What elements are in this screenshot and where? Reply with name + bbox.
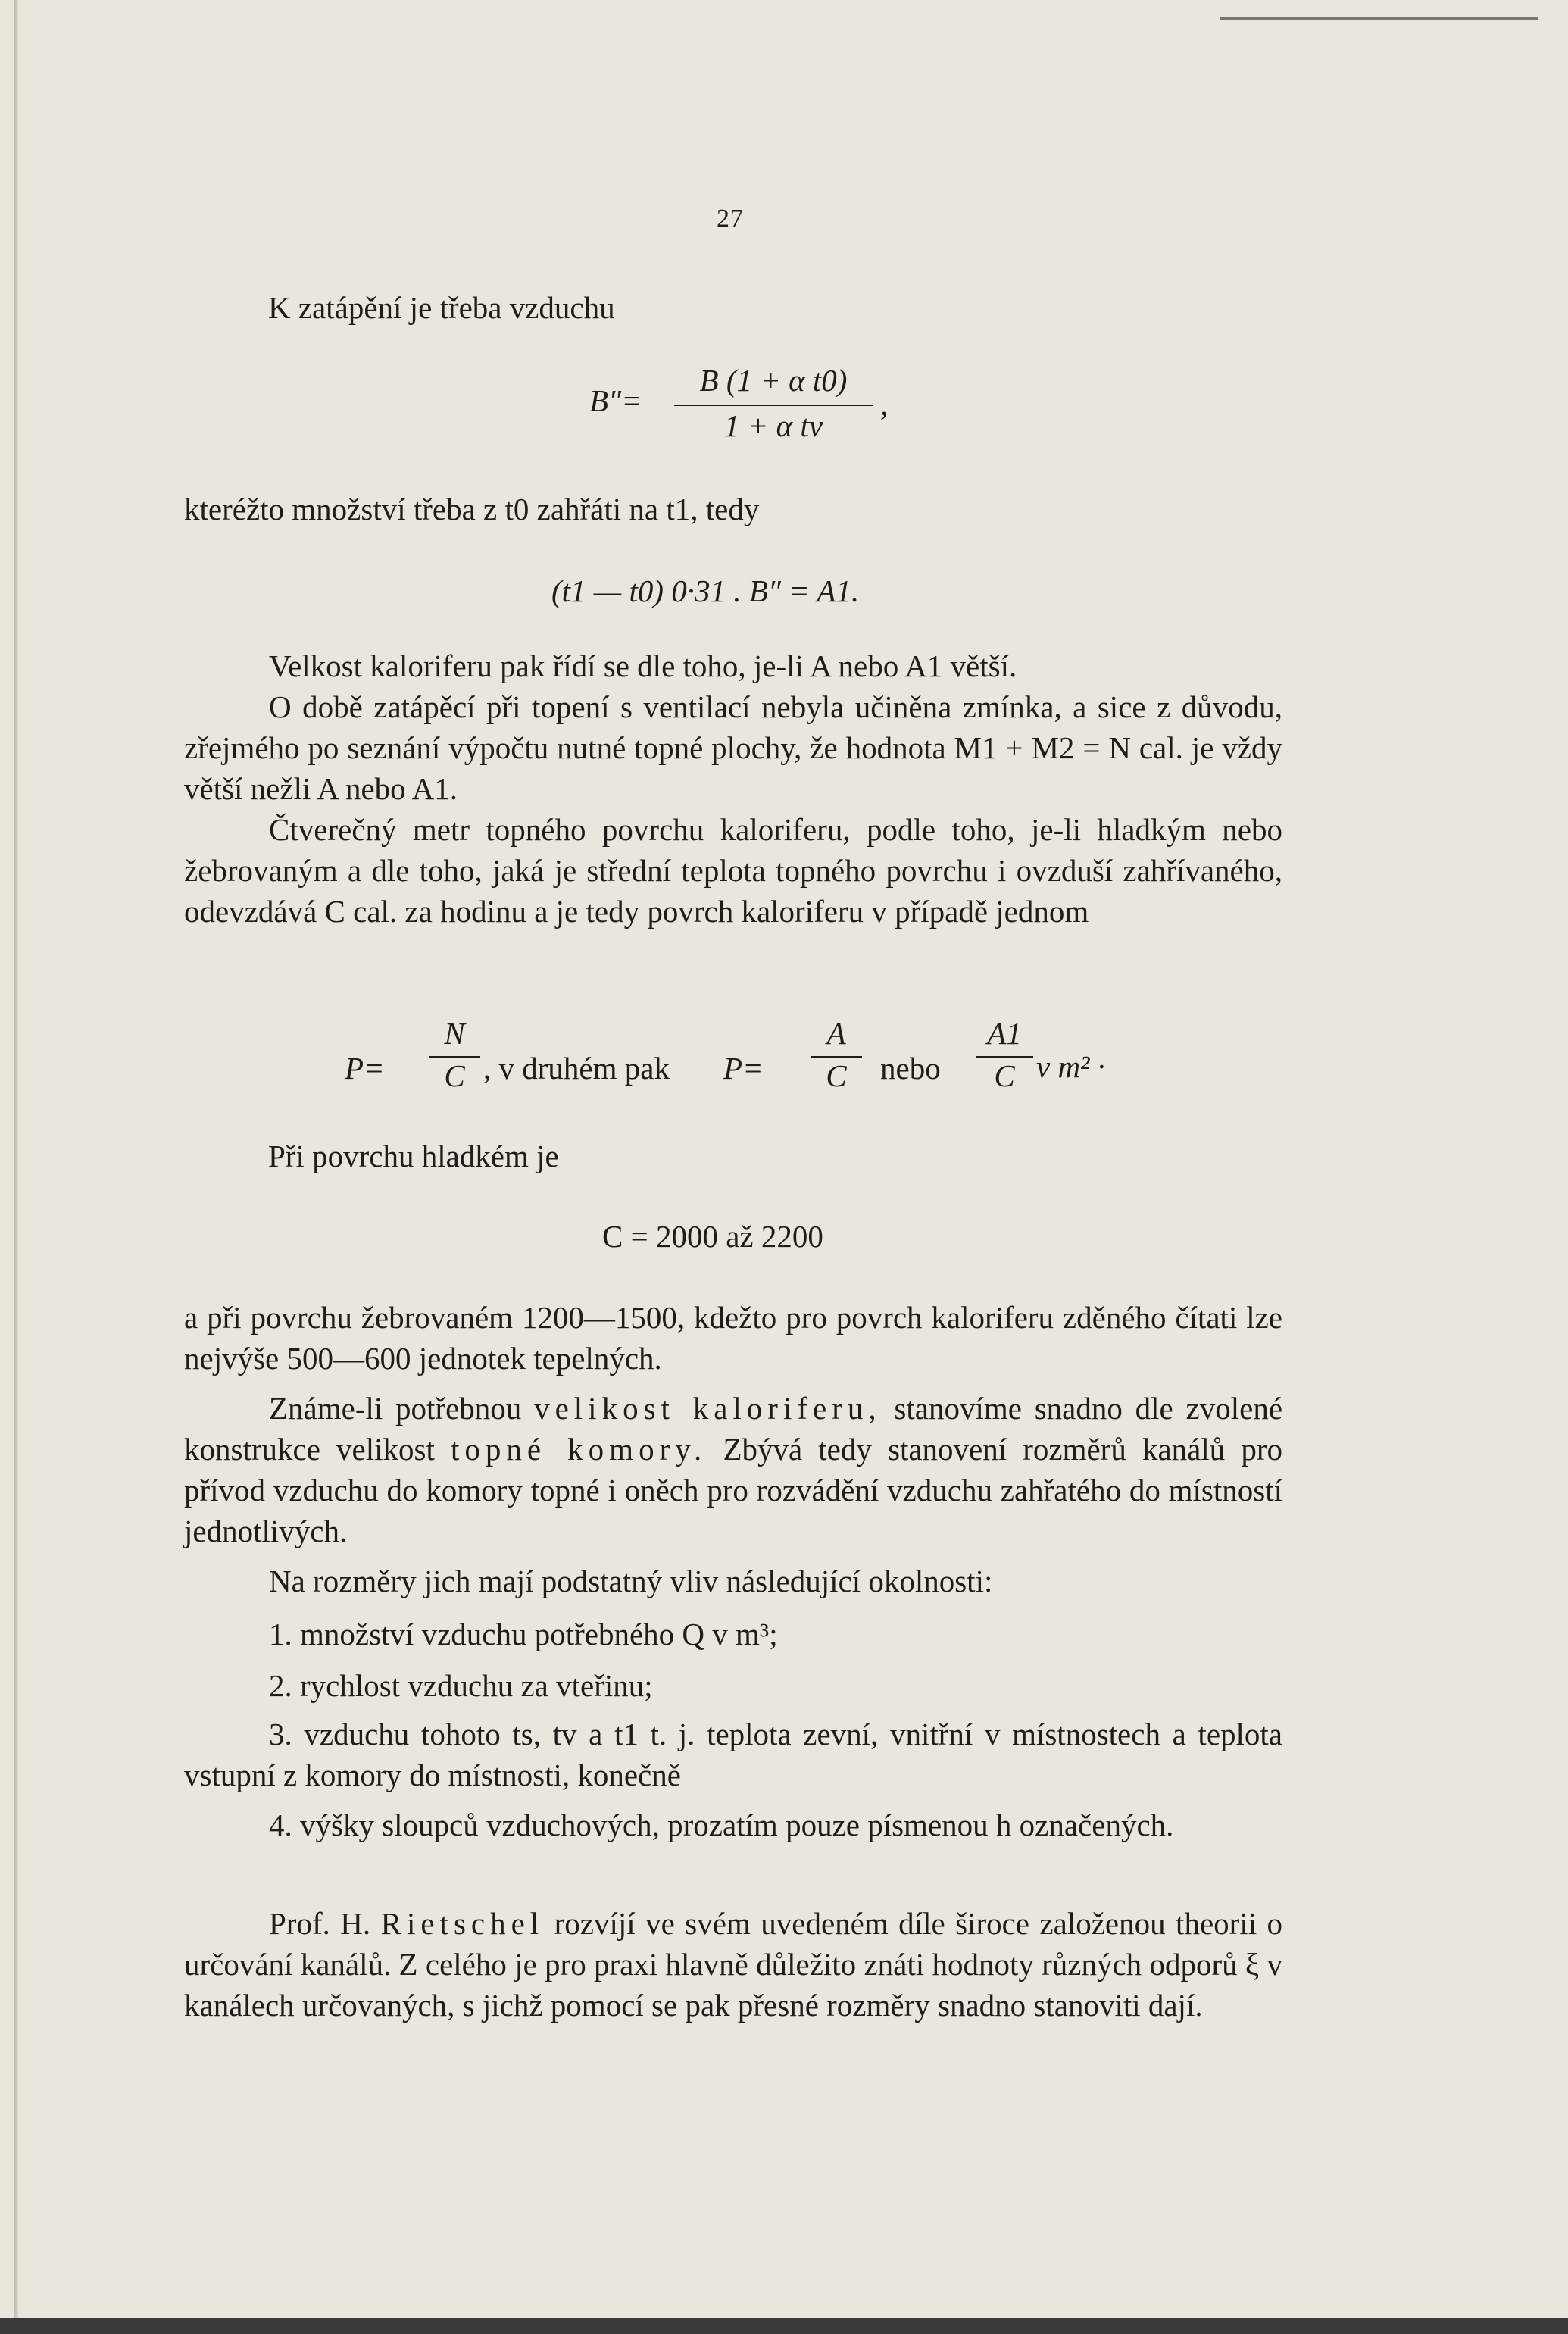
line2: kteréžto množství třeba z t0 zahřáti na t1, tedy — [184, 492, 760, 526]
formula3-frac3 — [976, 1015, 1033, 1094]
page-edge — [14, 0, 18, 2334]
list-item-4: 4. výšky sloupců vzduchových, prozatím pouze písmenou h označených. — [269, 1808, 1174, 1842]
p5-spaced-2: topné komory. — [450, 1432, 707, 1467]
formula3-tail: v m² · — [1036, 1049, 1105, 1084]
formula1-tail: , — [880, 387, 889, 422]
formula3-frac2 — [811, 1015, 862, 1094]
formula1-fraction — [674, 362, 873, 444]
formula3-p2: P= — [723, 1051, 764, 1086]
top-rule — [1220, 17, 1538, 20]
formula3-frac1 — [429, 1015, 480, 1094]
p5-spaced-1: velikost kaloriferu, — [534, 1391, 882, 1426]
formula3-a: A — [826, 1016, 846, 1051]
intro-line: K zatápění je třeba vzduchu — [268, 290, 615, 325]
formula1-denominator: 1 + α tv — [723, 408, 823, 443]
paragraph-3: Čtverečný metr topného povrchu kaloriferu, podle toho, je-li hladkým nebo žebrovaným a dle toho, jaká je střední teplota topného povrchu i ovzduší zahřívaného, odevzdává C cal. za hodinu a je tedy povrch kaloriferu v případě jednom — [184, 812, 1282, 929]
formula3-c3: C — [994, 1058, 1015, 1093]
formula3-p: P= — [345, 1051, 385, 1086]
formula4: C = 2000 až 2200 — [602, 1219, 823, 1254]
page-number: 27 — [717, 205, 744, 233]
formula3-mid: , v druhém pak — [483, 1051, 670, 1086]
formula2: (t1 — t0) 0·31 . B″ = A1. — [551, 573, 860, 608]
paragraph-2: O době zatápěcí při topení s ventilací nebyla učiněna zmínka, a sice z důvodu, zřejmého po seznání výpočtu nutné topné plochy, že hodnota M1 + M2 = N cal. je vždy větší nežli A nebo A1. — [184, 689, 1282, 806]
bottom-band — [0, 2318, 1568, 2334]
list-item-3: 3. vzduchu tohoto ts, tv a t1 t. j. teplota zevní, vnitřní v místnostech a teplota vstupní z komory do místnosti, konečně — [184, 1717, 1282, 1792]
formula3-nebo: nebo — [880, 1051, 941, 1086]
formula1-bar — [674, 405, 873, 406]
p7-b: rozvíjí ve svém uvedeném díle široce založenou theorii o určování kanálů. Z celého je pro praxi hlavně důležito znáti hodnoty různých odporů ξ v kanálech určovaných, s jichž pomocí se pak přesné rozměry snadno stanoviti dají. — [184, 1906, 1283, 2023]
formula1-left: B″= — [589, 383, 642, 418]
formula3-c1: C — [444, 1058, 465, 1093]
p5-a: Známe-li potřebnou — [269, 1391, 522, 1426]
p5-b: stanovíme snadno dle zvolené konstrukce velikost — [184, 1391, 1283, 1467]
list-item-2: 2. rychlost vzduchu za vteřinu; — [269, 1668, 653, 1703]
p5-c: Zbývá tedy stanovení rozměrů kanálů pro přívod vzduchu do komory topné i oněch pro rozvádění vzduchu zahřatého do místností jednotlivých. — [184, 1432, 1283, 1548]
formula3-a1: A1 — [987, 1016, 1022, 1051]
paragraph-7 — [184, 1903, 1282, 2026]
paragraph-1: Velkost kaloriferu pak řídí se dle toho, je-li A nebo A1 větší. — [269, 648, 1017, 683]
paragraph-5 — [184, 1388, 1282, 1551]
formula3-c2: C — [826, 1058, 847, 1093]
list-item-1: 1. množství vzduchu potřebného Q v m³; — [269, 1617, 778, 1651]
paragraph-6: Na rozměry jich mají podstatný vliv následující okolnosti: — [269, 1564, 993, 1598]
formula1-numerator: B (1 + α t0) — [699, 363, 848, 398]
paragraph-4: a při povrchu žebrovaném 1200—1500, kdežto pro povrch kaloriferu zděného čítati lze nejvýše 500—600 jednotek tepelných. — [184, 1300, 1282, 1376]
formula3-n: N — [444, 1016, 465, 1051]
line4: Při povrchu hladkém je — [268, 1139, 559, 1173]
p7-a: Prof. H. — [269, 1906, 371, 1941]
p7-spaced: Rietschel — [380, 1906, 545, 1941]
